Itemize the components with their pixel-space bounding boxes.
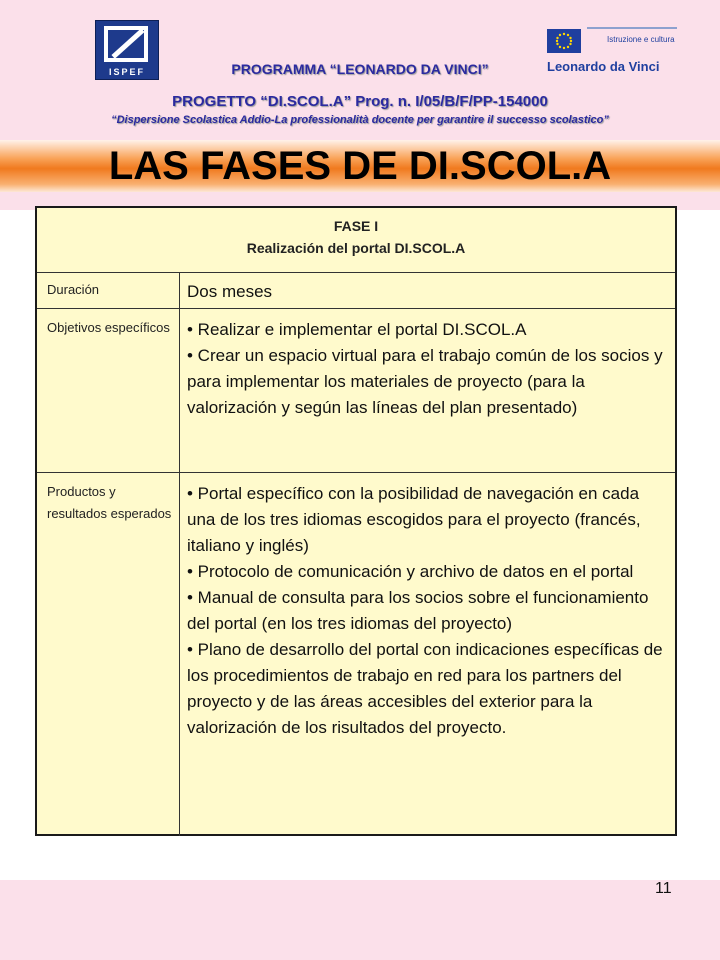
phase-number: FASE I [333,218,379,234]
project-title: PROGETTO “DI.SCOL.A” Prog. n. I/05/B/F/PP-154000 [172,93,548,110]
list-item: • Realizar e implementar el portal DI.SCOL.A [187,320,527,339]
row-label: Objetivos específicos [47,320,170,335]
row-value [187,481,672,741]
page-number: 11 [655,880,672,897]
table-row [37,472,675,837]
list-item: • Crear un espacio virtual para el trabajo común de los socios y para implementar los materiales de proyecto (para la valorización y según las líneas del plan presentado) [187,346,663,417]
logo-subtitle: Istruzione e cultura [607,35,675,44]
list-item: Dos meses [187,282,273,301]
list-item: • Plano de desarrollo del portal con indicaciones específicas de los procedimientos de trabajo en red para los partners del proyecto y de las áreas accesibles del exterior para la valorización de los risultados del proyecto. [187,640,663,737]
phase-name: Realización del portal DI.SCOL.A [246,240,466,256]
programme-title: PROGRAMMA “LEONARDO DA VINCI” [231,61,489,77]
table-row [37,272,675,309]
footer-band [0,880,720,960]
logo-name: Leonardo da Vinci [547,59,660,74]
table-row [37,308,675,473]
eu-flag-icon [547,29,581,53]
row-label: Duración [47,282,100,297]
list-item: • Manual de consulta para los socios sobre el funcionamiento del portal (en los tres idiomas del proyecto) [187,588,649,633]
ispef-logo-text: ISPEF [108,67,145,77]
logo-divider [587,27,677,29]
page-title: LAS FASES DE DI.SCOL.A [108,144,612,188]
phase-table [35,206,677,836]
phase-heading [37,208,675,272]
row-value [187,317,672,421]
list-item: • Portal específico con la posibilidad de navegación en cada una de los tres idiomas escogidos para el proyecto (francés, italiano y inglés) [187,484,641,555]
row-label: Productos y resultados esperados [47,484,172,521]
list-item: • Protocolo de comunicación y archivo de datos en el portal [187,562,634,581]
row-value [187,279,672,305]
project-subtitle: “Dispersione Scolastica Addio-La professionalità docente per garantire il successo scolastico” [111,114,609,126]
